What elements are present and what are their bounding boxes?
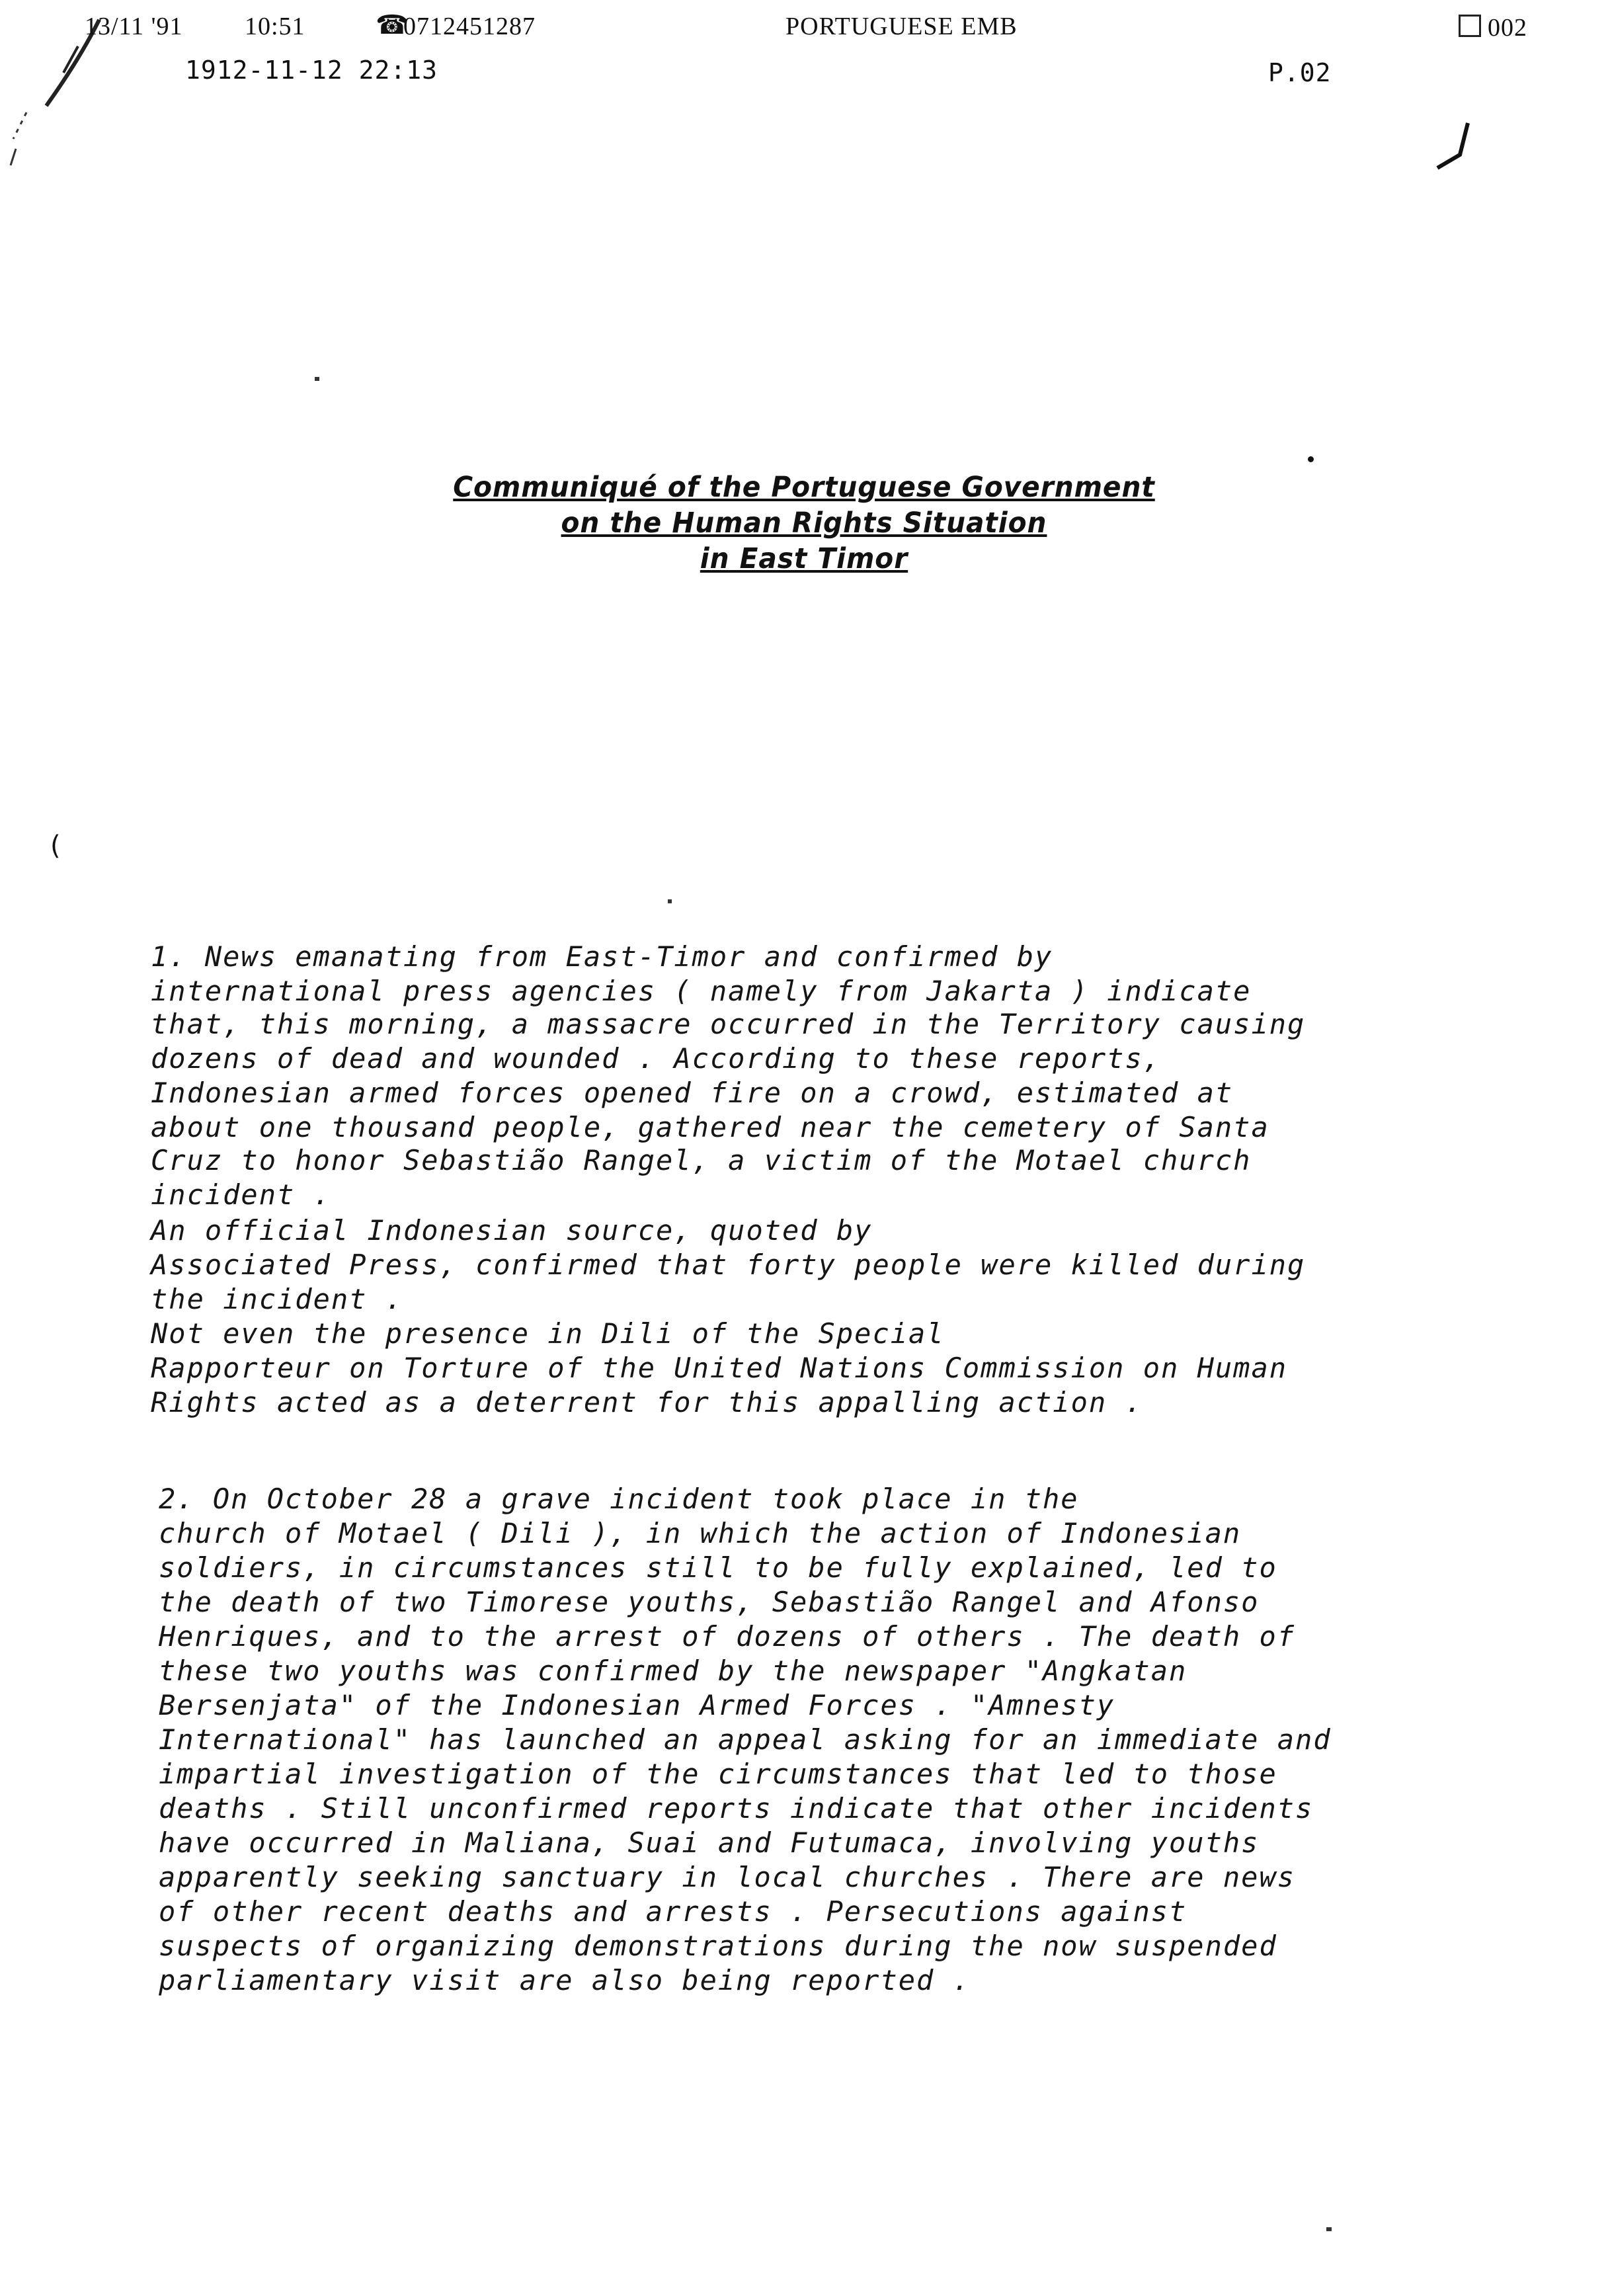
fax-page-counter-icon xyxy=(1459,15,1481,37)
body-line: impartial investigation of the circumstances that led to those xyxy=(159,1758,1277,1790)
body-line: have occurred in Maliana, Suai and Futumaca, involving youths xyxy=(159,1826,1260,1859)
body-line: 2. On October 28 a grave incident took place in the xyxy=(159,1483,1079,1515)
telephone-icon: ☎ xyxy=(376,10,409,40)
body-line: International" has launched an appeal asking for an immediate and xyxy=(159,1723,1332,1756)
speck xyxy=(1308,456,1314,462)
body-line: these two youths was confirmed by the newspaper "Angkatan xyxy=(159,1655,1187,1687)
body-line: Indonesian armed forces opened fire on a crowd, estimated at xyxy=(151,1077,1234,1109)
speck xyxy=(668,899,672,903)
speck: ( xyxy=(50,831,61,861)
body-line: Henriques, and to the arrest of dozens of others . The death of xyxy=(159,1620,1296,1653)
body-line: dozens of dead and wounded . According to these reports, xyxy=(151,1042,1162,1075)
body-line: Rights acted as a deterrent for this appalling action . xyxy=(151,1386,1143,1418)
body-line: Cruz to honor Sebastião Rangel, a victim of the Motael church xyxy=(151,1144,1252,1176)
document-title-line-1: Communiqué of the Portuguese Government xyxy=(453,471,1155,504)
body-line: incident . xyxy=(151,1178,331,1211)
body-line: that, this morning, a massacre occurred in the Territory causing xyxy=(151,1008,1306,1040)
body-line: international press agencies ( namely from Jakarta ) indicate xyxy=(151,975,1252,1007)
body-line: Rapporteur on Torture of the United Nations Commission on Human xyxy=(151,1352,1288,1384)
body-line: An official Indonesian source, quoted by xyxy=(151,1214,873,1247)
body-line: apparently seeking sanctuary in local churches . There are news xyxy=(159,1861,1296,1893)
handwritten-check-mark xyxy=(1433,116,1486,176)
fax-time: 10:51 xyxy=(245,13,305,40)
fax-transmission-page: P.02 xyxy=(1268,58,1332,87)
body-line: Not even the presence in Dili of the Special xyxy=(151,1317,945,1350)
fax-transmission-datetime: 1912-11-12 22:13 xyxy=(185,56,438,85)
body-line: the death of two Timorese youths, Sebastião Rangel and Afonso xyxy=(159,1586,1260,1618)
body-line: soldiers, in circumstances still to be fully explained, led to xyxy=(159,1551,1277,1584)
fax-page-counter: 002 xyxy=(1488,14,1527,42)
body-line: church of Motael ( Dili ), in which the action of Indonesian xyxy=(159,1517,1242,1549)
fax-sender: PORTUGUESE EMB xyxy=(785,13,1018,40)
body-line: the incident . xyxy=(151,1283,404,1315)
fax-date: 13/11 '91 xyxy=(85,13,183,40)
body-line: deaths . Still unconfirmed reports indicate that other incidents xyxy=(159,1792,1314,1824)
document-title-line-2: on the Human Rights Situation xyxy=(561,507,1047,540)
body-line: Bersenjata" of the Indonesian Armed Forces . "Amnesty xyxy=(159,1689,1115,1721)
speck xyxy=(315,377,319,381)
document-title-line-3: in East Timor xyxy=(700,542,908,575)
body-line: Associated Press, confirmed that forty people were killed during xyxy=(151,1249,1306,1281)
speck xyxy=(1326,2227,1332,2231)
body-line: 1. News emanating from East-Timor and confirmed by xyxy=(151,940,1053,973)
body-line: about one thousand people, gathered near the cemetery of Santa xyxy=(151,1111,1269,1143)
body-line: suspects of organizing demonstrations during the now suspended xyxy=(159,1930,1277,1962)
body-line: of other recent deaths and arrests . Persecutions against xyxy=(159,1895,1187,1928)
fax-phone-number: 0712451287 xyxy=(403,13,536,40)
body-line: parliamentary visit are also being reported . xyxy=(159,1964,971,1996)
